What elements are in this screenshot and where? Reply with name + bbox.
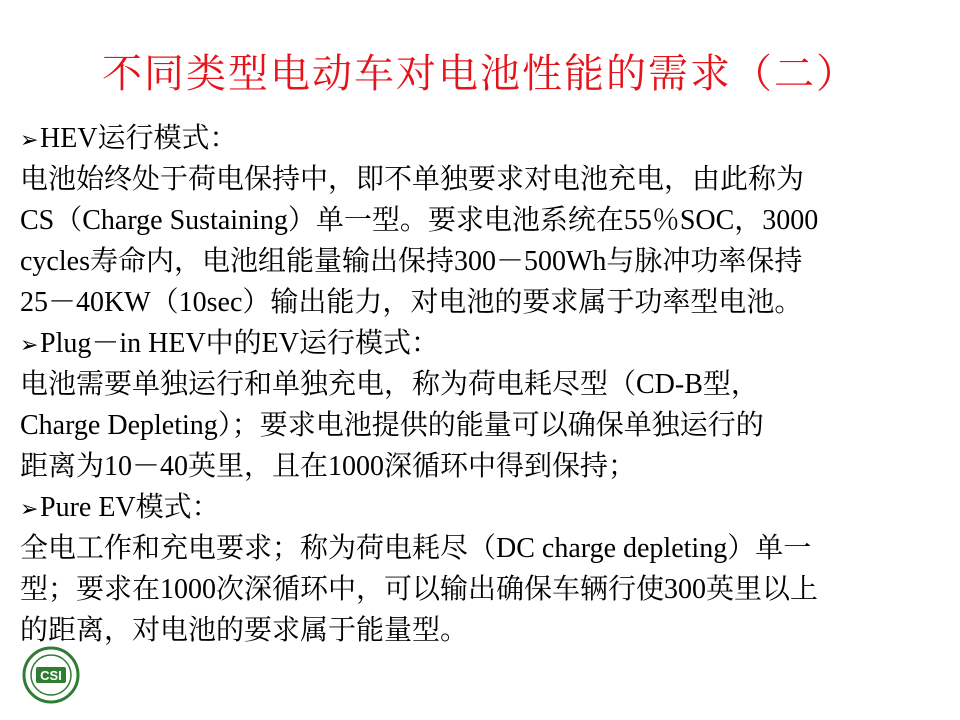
section-heading: ➢Pure EV模式： [20, 487, 940, 528]
body-line: 电池需要单独运行和单独充电，称为荷电耗尽型（CD-B型， [20, 369, 759, 400]
arrow-bullet-icon: ➢ [20, 496, 39, 521]
body-line: 的距离，对电池的要求属于能量型。 [20, 615, 469, 646]
arrow-bullet-icon: ➢ [20, 332, 39, 357]
arrow-bullet-icon: ➢ [20, 127, 39, 152]
body-line: 距离为10－40英里，且在1000深循环中得到保持； [20, 451, 637, 482]
slide-body [20, 118, 940, 651]
body-line: 型；要求在1000次深循环中，可以输出确保车辆行使300英里以上 [20, 574, 819, 605]
slide-title: 不同类型电动车对电池性能的需求（二） [102, 51, 858, 97]
csi-logo-icon [22, 646, 80, 704]
body-line: CS（Charge Sustaining）单一型。要求电池系统在55％SOC，3000 [20, 205, 819, 236]
logo-text: CSI [40, 668, 62, 683]
section-heading: ➢HEV运行模式： [20, 118, 940, 159]
body-line: 电池始终处于荷电保持中，即不单独要求对电池充电，由此称为 [20, 164, 805, 195]
section-heading: ➢Plug－in HEV中的EV运行模式： [20, 323, 940, 364]
body-line: cycles寿命内，电池组能量输出保持300－500Wh与脉冲功率保持 [20, 246, 803, 277]
body-line: 全电工作和充电要求；称为荷电耗尽（DC charge depleting）单一 [20, 533, 812, 564]
body-line: Charge Depleting）；要求电池提供的能量可以确保单独运行的 [20, 410, 764, 441]
body-line: 25－40KW（10sec）输出能力，对电池的要求属于功率型电池。 [20, 287, 803, 318]
